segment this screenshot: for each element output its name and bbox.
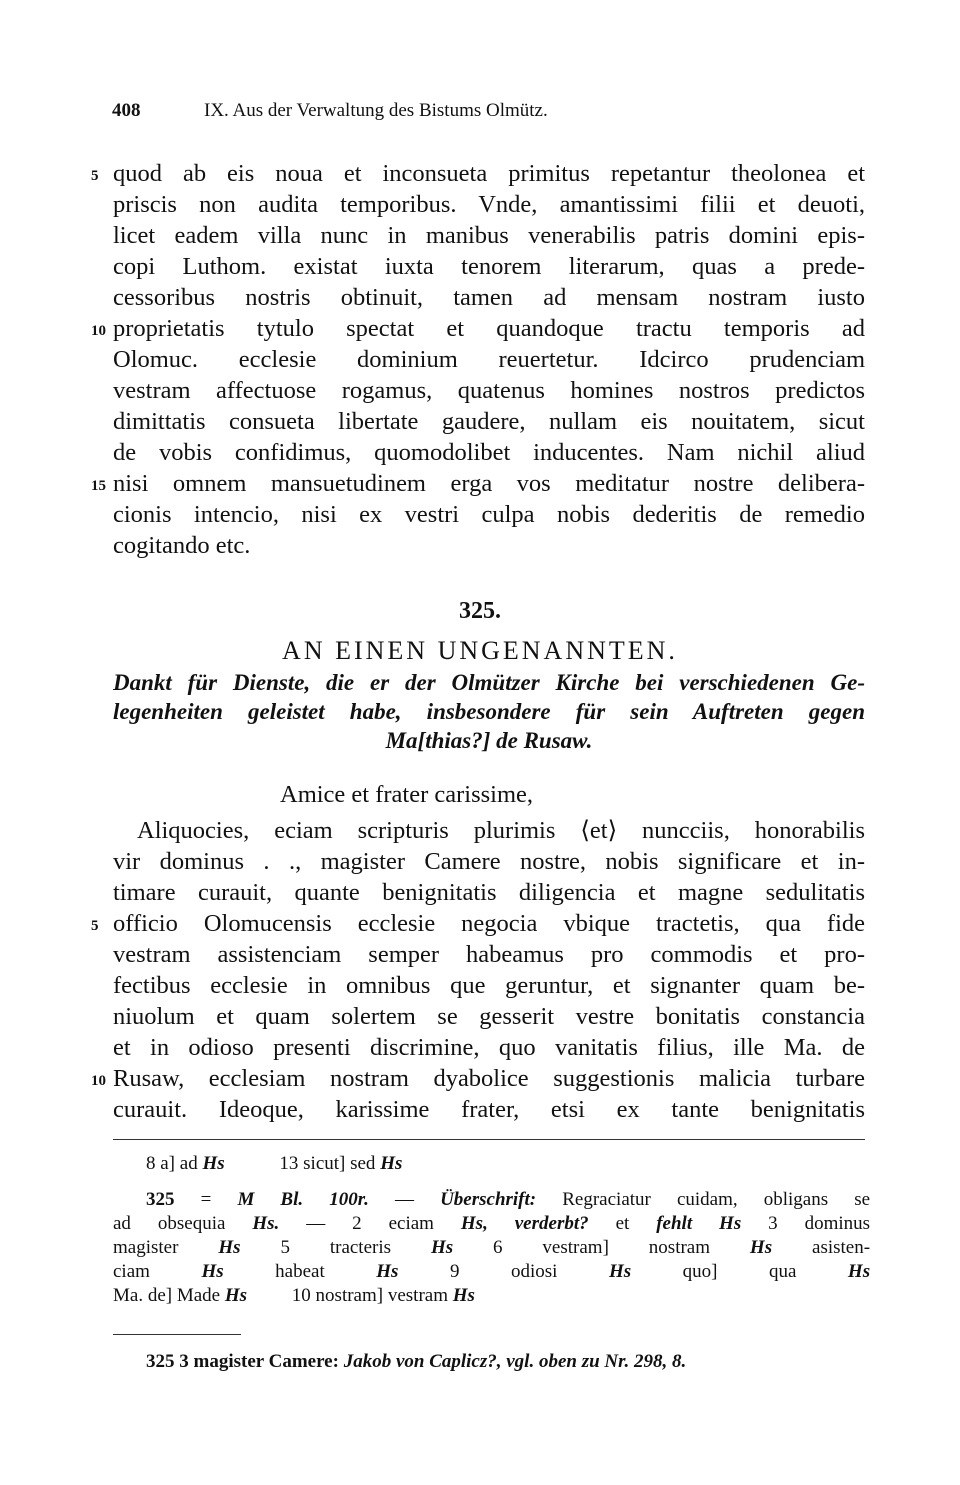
apparatus-entry: Ma. de] Made <box>113 1285 221 1306</box>
apparatus-entry: quo] qua <box>682 1261 797 1282</box>
line-text: licet eadem villa nunc in manibus venerabilis patris domini epis- <box>113 222 865 249</box>
apparatus-entry: 10 nostram] vestram <box>291 1285 448 1306</box>
apparatus-row <box>113 1260 870 1284</box>
line-number: 5 <box>91 918 99 934</box>
line-text: proprietatis tytulo spectat et quandoque tractu temporis ad <box>113 315 865 342</box>
line-text: copi Luthom. existat iuxta tenorem literarum, quas a prede- <box>113 253 865 280</box>
apparatus-row <box>113 1236 870 1260</box>
commentary-divider <box>113 1334 241 1335</box>
line-text: vestram affectuose rogamus, quatenus homines nostros predictos <box>113 377 865 404</box>
commentary-row <box>113 1350 870 1374</box>
text-line <box>113 406 865 437</box>
line-text: curauit. Ideoque, karissime frater, etsi ex tante benignitatis <box>113 1096 865 1123</box>
running-head: IX. Aus der Verwaltung des Bistums Olmütz. <box>204 100 548 121</box>
text-line <box>113 815 865 846</box>
apparatus-entry: asisten- <box>812 1237 870 1258</box>
line-text: vestram assistenciam semper habeamus pro commodis et pro- <box>113 941 865 968</box>
line-number: 5 <box>91 168 99 184</box>
manuscript-siglum: fehlt Hs <box>656 1213 742 1234</box>
apparatus-entry: et <box>615 1213 630 1234</box>
letter-body <box>91 815 865 1125</box>
document-summary <box>113 668 865 755</box>
line-text: cessoribus nostris obtinuit, tamen ad mensam nostram iusto <box>113 284 865 311</box>
text-line <box>113 189 865 220</box>
summary-line: Dankt für Dienste, die er der Olmützer Kirche bei verschiedenen Ge- <box>113 670 865 695</box>
apparatus-entry: ad obsequia <box>113 1213 226 1234</box>
line-text: cogitando etc. <box>113 532 251 559</box>
manuscript-siglum: Hs <box>847 1261 870 1282</box>
text-line <box>113 375 865 406</box>
continued-text <box>91 158 865 561</box>
text-line <box>113 251 865 282</box>
page-number: 408 <box>112 100 141 121</box>
line-number: 15 <box>91 478 106 494</box>
text-line <box>91 158 865 189</box>
manuscript-siglum: Hs. <box>252 1213 280 1234</box>
text-line <box>91 1063 865 1094</box>
text-line <box>113 437 865 468</box>
apparatus-entry: — <box>306 1213 326 1234</box>
footnote-divider <box>113 1139 865 1140</box>
line-text: Olomuc. ecclesie dominium reuertetur. Idcirco prudenciam <box>113 346 865 373</box>
line-text: vir dominus . ., magister Camere nostre, nobis significare et in- <box>113 848 865 875</box>
apparatus-entry: 9 odiosi <box>449 1261 558 1282</box>
commentary-lead: 325 3 magister Camere: <box>146 1351 339 1372</box>
manuscript-siglum: Hs <box>218 1237 241 1258</box>
salutation: Amice et frater carissime, <box>280 781 534 808</box>
apparatus-entry: = <box>200 1189 212 1210</box>
manuscript-siglum: Hs <box>224 1285 248 1306</box>
apparatus-row <box>113 1188 870 1212</box>
commentary-reference: Jakob von Caplicz?, vgl. oben zu Nr. 298, 8. <box>343 1351 687 1372</box>
commentary-note <box>113 1350 870 1374</box>
text-line <box>113 282 865 313</box>
text-line <box>91 908 865 939</box>
text-line <box>113 344 865 375</box>
apparatus-entry: 3 dominus <box>768 1213 870 1234</box>
apparatus-entry: — <box>394 1189 414 1210</box>
apparatus-first <box>113 1152 870 1176</box>
line-text: quod ab eis noua et inconsueta primitus repetantur theolonea et <box>113 160 865 187</box>
summary-line: legenheiten geleistet habe, insbesondere für sein Auftreten gegen <box>113 699 865 724</box>
manuscript-siglum: Hs, verderbt? <box>460 1213 589 1234</box>
line-text: priscis non audita temporibus. Vnde, amantissimi filii et deuoti, <box>113 191 865 218</box>
apparatus-row <box>113 1212 870 1236</box>
line-text: cionis intencio, nisi ex vestri culpa nobis dederitis de remedio <box>113 501 865 528</box>
line-text: timare curauit, quante benignitatis diligencia et magne sedulitatis <box>113 879 865 906</box>
apparatus-row <box>113 1152 870 1176</box>
line-text: fectibus ecclesie in omnibus que geruntur, et signanter quam be- <box>113 972 865 999</box>
text-line <box>113 970 865 1001</box>
manuscript-siglum: Hs <box>430 1237 454 1258</box>
line-text: et in odioso presenti discrimine, quo vanitatis filius, ille Ma. de <box>113 1034 865 1061</box>
manuscript-siglum: Hs <box>376 1261 399 1282</box>
page-header <box>112 100 864 130</box>
line-number: 10 <box>91 323 106 339</box>
text-line <box>113 939 865 970</box>
apparatus-entry: 13 sicut] sed <box>279 1153 376 1174</box>
apparatus-entry: ciam <box>113 1261 150 1282</box>
text-line <box>113 1032 865 1063</box>
summary-line: Ma[thias?] de Rusaw. <box>385 728 593 753</box>
text-line <box>113 1001 865 1032</box>
line-text: Aliquocies, eciam scripturis plurimis ⟨et⟩ nuncciis, honorabilis <box>137 817 865 844</box>
line-number: 10 <box>91 1073 106 1089</box>
manuscript-siglum: Hs <box>608 1261 632 1282</box>
line-text: de vobis confidimus, quomodolibet inducentes. Nam nichil aliud <box>113 439 865 466</box>
apparatus-entry: 325 <box>146 1189 175 1210</box>
apparatus-entry: 5 tracteris <box>280 1237 392 1258</box>
apparatus-entry: habeat <box>275 1261 325 1282</box>
text-line <box>91 313 865 344</box>
text-line <box>113 499 865 530</box>
manuscript-siglum: Hs <box>380 1153 403 1174</box>
manuscript-siglum: Hs <box>452 1285 475 1306</box>
text-line <box>113 846 865 877</box>
apparatus-entry: 8 a] ad <box>146 1153 198 1174</box>
apparatus-second <box>113 1188 870 1308</box>
apparatus-entry: 6 vestram] nostram <box>493 1237 711 1258</box>
document-number: 325. <box>459 598 501 624</box>
text-line <box>113 220 865 251</box>
text-line <box>113 877 865 908</box>
manuscript-siglum: Hs <box>202 1153 225 1174</box>
line-text: dimittatis consueta libertate gaudere, nullam eis nouitatem, sicut <box>113 408 865 435</box>
manuscript-siglum: Hs <box>201 1261 224 1282</box>
document-title: AN EINEN UNGENANNTEN. <box>282 636 678 665</box>
apparatus-entry: Regraciatur cuidam, obligans se <box>562 1189 870 1210</box>
apparatus-row <box>113 1284 870 1308</box>
apparatus-label: Überschrift: <box>440 1189 537 1210</box>
apparatus-entry: 2 eciam <box>352 1213 434 1234</box>
manuscript-siglum: Hs <box>749 1237 773 1258</box>
line-text: nisi omnem mansuetudinem erga vos meditatur nostre delibera- <box>113 470 865 497</box>
text-line <box>91 468 865 499</box>
apparatus-entry: magister <box>113 1237 179 1258</box>
line-text: officio Olomucensis ecclesie negocia vbique tractetis, qua fide <box>113 910 865 937</box>
text-line <box>113 530 865 561</box>
text-line <box>113 1094 865 1125</box>
line-text: niuolum et quam solertem se gesserit vestre bonitatis constancia <box>113 1003 865 1030</box>
line-text: Rusaw, ecclesiam nostram dyabolice suggestionis malicia turbare <box>113 1065 865 1092</box>
manuscript-siglum: M Bl. 100r. <box>237 1189 369 1210</box>
